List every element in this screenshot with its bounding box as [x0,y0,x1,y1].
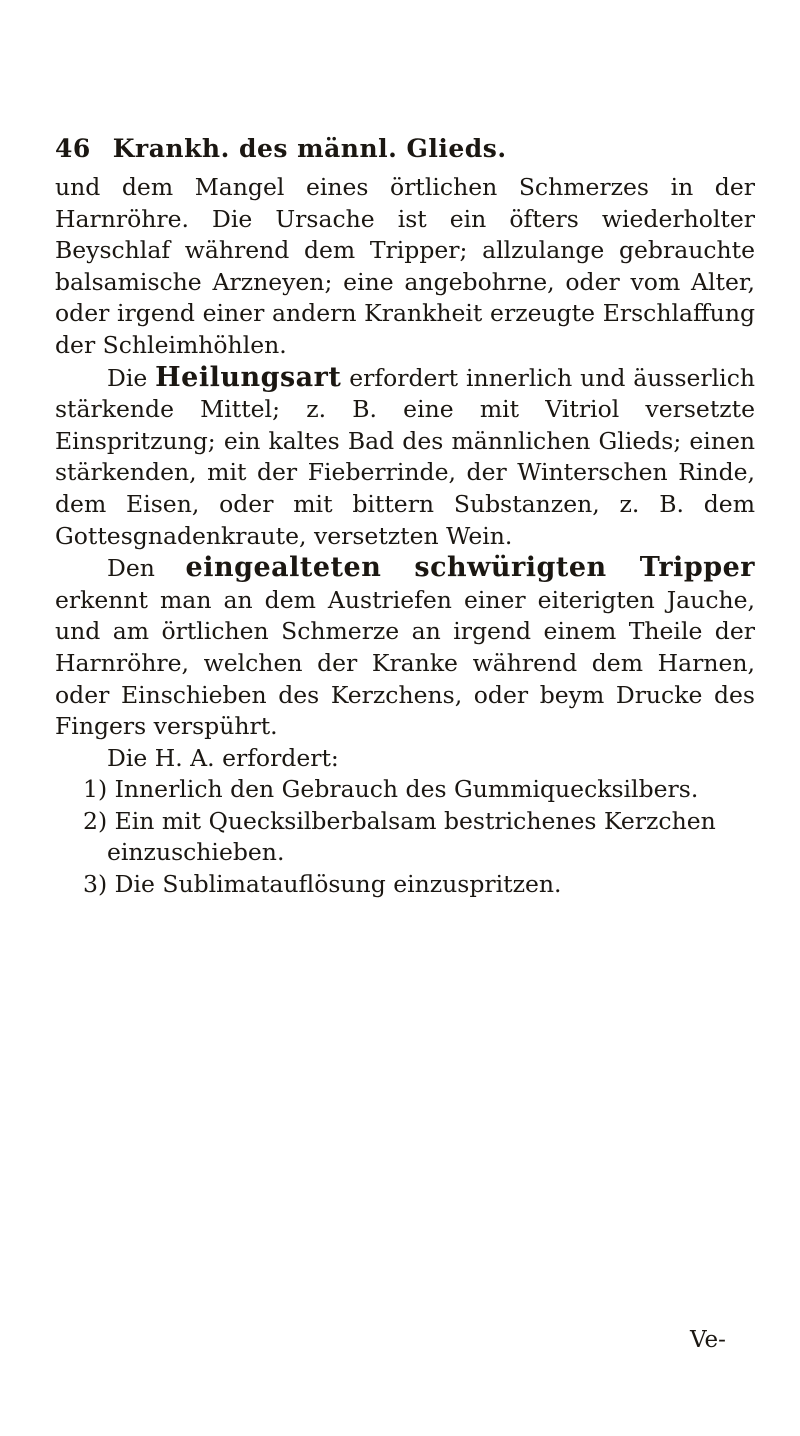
paragraph-erfordert: Die H. A. erfordert: [107,743,339,772]
list-item: 1) Innerlich den Gebrauch des Gummiquecksilbers. [83,775,699,804]
running-title: Krankh. des männl. Glieds. [112,134,507,163]
body-text [55,172,755,901]
list-item: 2) Ein mit Quecksilberbalsam bestrichenes Kerzchen einzuschieben. [83,806,716,867]
paragraph-cause: und dem Mangel eines örtlichen Schmerzes in der Harnröhre. Die Ursache ist ein öfters wiederholter Beyschlaf während dem Tripper; allzulange gebrauchte balsamische Arzneyen; eine angebohrne, oder vom Alter, oder irgend einer andern Krankheit erzeugte Erschlaffung der Schleimhöhlen. [55,173,755,359]
paragraph-tripper: Den eingealteten schwürigten Tripper erkennt man an dem Austriefen einer eiterigten Jauche, und am örtlichen Schmerze an irgend einem Theile der Harnröhre, welchen der Kranke während dem Harnen, oder Einschieben des Kerzchens, oder beym Drucke des Fingers verspührt. [55,552,755,741]
page-number: 46 [55,134,91,163]
list-item: 3) Die Sublimatauflösung einzuspritzen. [83,870,562,899]
remedy-list [55,774,755,900]
running-head [55,129,755,169]
catchword: Ve- [690,1327,726,1353]
emphasis-tripper: eingealteten schwürigten Tripper [185,552,755,584]
emphasis-heilungsart: Heilungsart [155,361,342,393]
paragraph-heilungsart: Die Heilungsart erfordert innerlich und äusserlich stärkende Mittel; z. B. eine mit Vitriol versetzte Einspritzung; ein kaltes Bad des männlichen Glieds; einen stärkenden, mit der Fieberrinde, der Winterschen Rinde, dem Eisen, oder mit bittern Substanzen, z. B. dem Gottesgnadenkraute, versetzten Wein. [55,361,755,550]
